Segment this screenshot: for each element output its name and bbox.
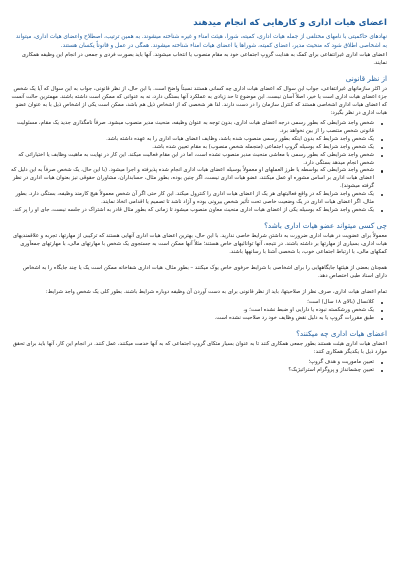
section-eligibility-list: [11, 299, 387, 323]
document-title: اعضای هیات اداری و کارهایی که انجام میدهند: [193, 18, 387, 28]
list-item: شخص واجد شرایطی که بواسطه یا طرز العملهای او معمولاً بوسیله اعضای هیات اداری انجام شده پذیرفته و اجرا میشود. (با این حال، یک شخص صرفاً به این دلیل که اعضای هیات اداری بر اساس مشوره او عمل میکنند، عضو هیات اداری نیست، اگر چنین بوده، بطور مثال، حسابداران، مشاوران حقوقی نیز بعنوان هیات اداری در نظر گرفته میشوند).: [11, 167, 378, 191]
list-item: کلانسال (بالای ۱۸ سال) است؛: [11, 299, 378, 307]
section-eligibility-paragraph-3: تمام اعضای هیات اداری، صرف نظر از صلاحیتها، باید از نظر قانونی برای به دست آوردن آن وظیفه دوباره شرایط باشند. بطور کلی یک شخص واجد شرایط:: [45, 289, 387, 296]
section-duties-paragraph: اعضای هیات اداری هیئت هستند بطور جمعی همکاری کنند تا به عنوان بسیار متکای گروپ اجتماعی که به آنها خدمت میکنند، عمل کنند. در انجام این کار، آنها باید برای تحقق موارد ذیل با یکدیگر همکاری کنند:: [12, 341, 387, 356]
section-heading-duties: اعضای هیات اداری چه میکنند؟: [296, 328, 387, 338]
section-heading-legal: از نظر قانونی: [345, 73, 387, 83]
section-eligibility-paragraph-2: همچنان بعضی از هیئتها جایگاههایی را برای اشخاصی با شرایط حرفوی خاص یوک میکنند – بطور مثال، هیات اداری شفاخانه ممکن است یک یا چند جایگاه را به اشخاص دارای اسناد طبی اختصاص دهد.: [23, 265, 387, 280]
list-item: یک شخص واجد شرایط که بوسیله گروپ اجتماعی (منجمله شخص منصوب) به مقام تعیین شده باشد.: [11, 144, 378, 152]
section-legal-list: [11, 120, 387, 215]
section-heading-eligibility: چی کسی میتواند عضو هیات اداری باشد؟: [264, 221, 387, 231]
section-eligibility-paragraph-1: معمولاً برای عضویت در هیات اداری ضرورت به داشتن شرایط خاصی ندارید. با این حال، بهترین اعضای هیات اداری آنهایی هستند که ترکیبی از مهارتها، تجربه و علاقمندیهای هیات اداری، بسیاری از مهارتها بر داشته باشند. در نتیجه، آنها توانائیهای خاص هستند؛ مثلاً آنها ممکن است به جستجوی یک شخص با مهارتهای مالی، با مهارتهای جمعآوری کمکهای مالی، با ارتباط اجتماعی خوب، با شخصی آشنا با رسانهها باشند.: [13, 233, 387, 256]
list-item: تعیین چشمانداز و پروگرام استراتیژیک؟: [11, 367, 378, 375]
list-item: تعیین ماموریت و هدف گروپ؛: [11, 359, 378, 367]
list-item: یک شخص واجد شرایط که بدون اینکه بطور رسمی منصوب شده باشد، وظایف اعضای هیات اداری را به عهده داشته باشد.: [11, 136, 378, 144]
list-item: یک شخص واجد شرایط که بوسیله یکی از اعضای هیات اداری منحیث معاون منصوب میشود تا زمانی که بطور مثال قادر به اشتراک در جلسه نیست، جای او را پر کند.: [11, 207, 378, 215]
section-duties-list: [11, 359, 387, 375]
list-item: شخص واجد شرایطی که بطور رسمی درجه اعضای هیات اداری، بدون توجه به عنوان وظیفه، منحیث مدیر منصوب میشود. صرفاً نامگذاری جدید یک مقام، مسئولیت قانونی شخص منتصب را از بین نخواهد برد.: [11, 120, 378, 136]
summary-paragraph: اعضای هیات اداری غیرانتفاعی برای کمک به هدایت گروپ اجتماعی خود به مقام منصوب یا انتخاب میشوند. آنها باید بصورت فردی و جمعی در انجام این وظیفه همکاری نمایند.: [21, 51, 387, 66]
intro-paragraph: نهادهای حاکمیتی با نامهای مختلفی از جمله هیات اداری، کمیته، شورا، هیئت امناء و غیره شناخته میشوند. به همین ترتیب، اصطلاح واعضای هیات اداری، میتواند به اشخاصی اطلاق شود که منحیث مدیر، اعضای کمیته، شوراها یا اعضای هیات امناء شناخته میشوند. همگی در عمل و قانوناً یکسان هستند.: [15, 34, 387, 49]
list-item: یک شخص ورشکسته نبوده یا دارایی او ضبط نشده است؛ و،: [11, 307, 378, 315]
list-item: یک شخص واجد شرایط که در واقع فعالیتهای هر یک از اعضای هیات اداری را کنترول میکند. این کار حتی اگر آن شخص معمولاً هیچ کارمند وظیفه، بستگی دارد. بطور مثال، اگر اعضای هیات اداری در یک وضعیت خاصی تحت تأثیر شخص بیرونی بوده و آزاد ناشد تا تصمیم یا اقدامی اتخاذ نمایند.: [11, 191, 378, 207]
list-item: طبق مقررات گروپ یا به دلیل نقض وظایف خود رد صلاحیت نشده است.: [11, 315, 378, 323]
list-item: شخص واجد شرایطی که بطور رسمی با معاشی منحیث مدیر منصوب نشده است، اما در این مقام فعالیت میکند. این کار در نهایت به ماهیت وظایف یا اختیاراتی که شخص انجام میدهد بستگی دارد.: [11, 152, 378, 168]
section-legal-paragraph: در اکثر سازمانهای غیرانتفاعی، جواب این سوال که اعضای هیات اداری چه کسانی هستند نسبتاً واضح است. با این حال، از نظر قانونی، جواب به این سوال که آیا یک شخص جزء اعضای هیات اداری است یا خیر، اصلاً آسان نیست. این موضوع تا حد زیادی به عملکرد آنها بستگی دارد، نه به عنوانی که ممکن است داشته باشند. مهمترین حالت آنست که اعضای هیات اداری اشخاصی هستند که کنترل سازمان را در دست دارند. لذا هر شخصی که از اشخاص ذیل هم باشد، ممکن است یکی از اشخاص ذیل با به عنوان عضو هیات اداری در نظر بگیرد:: [11, 86, 387, 116]
